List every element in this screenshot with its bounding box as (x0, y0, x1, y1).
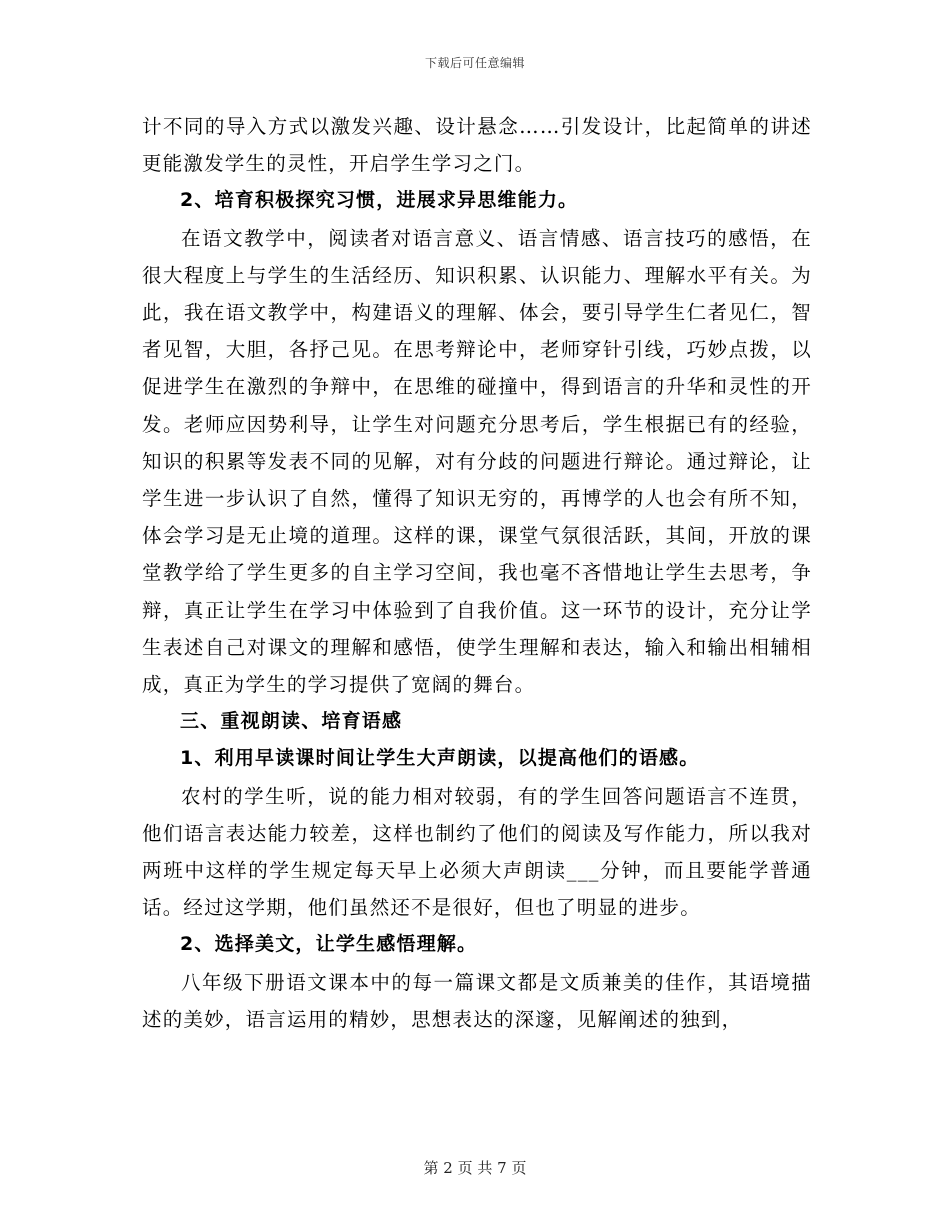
paragraph-continued: 计不同的导入方式以激发兴趣、设计悬念……引发设计，比起简单的讲述更能激发学生的灵性，开启学生学习之门。 (142, 115, 812, 176)
document-body (142, 108, 812, 1038)
subheading-inquiry-habits: 2、培育积极探究习惯，进展求异思维能力。 (180, 189, 579, 212)
subheading-morning-reading: 1、利用早读课时间让学生大声朗读，以提高他们的语感。 (180, 747, 700, 770)
subheading-select-essays: 2、选择美文，让学生感悟理解。 (180, 933, 478, 956)
page-header: 下载后可任意编辑 (424, 56, 525, 70)
section-heading-reading-aloud: 三、重视朗读、培育语感 (180, 710, 403, 733)
paragraph-textbook: 八年级下册语文课本中的每一篇课文都是文质兼美的佳作，其语境描述的美妙，语言运用的精妙，思想表达的深邃，见解阐述的独到， (142, 970, 812, 1031)
paragraph-rural-students: 农村的学生听，说的能力相对较弱，有的学生回答问题语言不连贯，他们语言表达能力较差，这样也制约了他们的阅读及写作能力，所以我对两班中这样的学生规定每天早上必须大声朗读___分钟，而且要能学普通话。经过这学期，他们虽然还不是很好，但也了明显的进步。 (142, 784, 812, 920)
page-footer: 第 2 页 共 7 页 (423, 1159, 527, 1177)
paragraph-reading-comprehension: 在语文教学中，阅读者对语言意义、语言情感、语言技巧的感悟，在很大程度上与学生的生活经历、知识积累、认识能力、理解水平有关。为此，我在语文教学中，构建语义的理解、体会，要引导学生仁者见仁，智者见智，大胆，各抒己见。在思考辩论中，老师穿针引线，巧妙点拨，以促进学生在激烈的争辩中，在思维的碰撞中，得到语言的升华和灵性的开发。老师应因势利导，让学生对问题充分思考后，学生根据已有的经验，知识的积累等发表不同的见解，对有分歧的问题进行辩论。通过辩论，让学生进一步认识了自然，懂得了知识无穷的，再博学的人也会有所不知，体会学习是无止境的道理。这样的课，课堂气氛很活跃，其间，开放的课堂教学给了学生更多的自主学习空间，我也毫不吝惜地让学生去思考，争辩，真正让学生在学习中体验到了自我价值。这一环节的设计，充分让学生表述自己对课文的理解和感悟，使学生理解和表达，输入和输出相辅相成，真正为学生的学习提供了宽阔的舞台。 (142, 226, 812, 697)
